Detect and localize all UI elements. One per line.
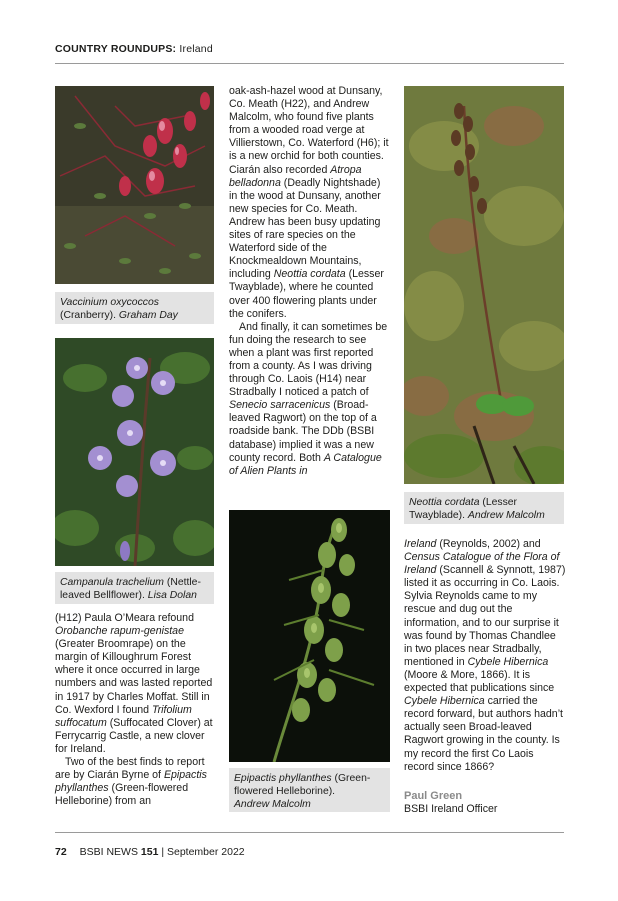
col1-p1-italic-2: Trifolium suffocatum	[55, 703, 192, 729]
col1-p1-italic-1: Orobanche rapum-genistae	[55, 625, 184, 638]
col2-p2-italic-1: Senecio sarracenicus	[229, 399, 331, 412]
col1-p2-italic-1: Epipactis phyllanthes	[55, 769, 207, 795]
col2-p1-text-b: (Deadly Nightshade) in the wood at Dunsany, another new species for Co. Meath. Andrew has been busy updating sites of rare species on the Waterford side of the Knockmealdown Mountains, including	[229, 176, 381, 281]
column-2-text	[229, 85, 389, 478]
running-header	[55, 43, 213, 55]
col3-p1-italic-1: Ireland	[404, 538, 437, 550]
neottia-species: Neottia cordata	[409, 497, 480, 508]
col3-p1-text-d: carried the record forward, but authors hadn’t actually seen Broad-leaved Ragwort growing in the county. Is my record the first Co Laois record since 1866?	[404, 695, 563, 773]
col1-paragraph-1	[55, 612, 215, 756]
cranberry-caption	[55, 292, 214, 324]
campanula-caption	[55, 572, 214, 604]
campanula-species: Campanula trachelium	[60, 577, 164, 588]
neottia-photo	[404, 86, 564, 484]
col1-paragraph-2	[55, 756, 215, 808]
col3-p1-italic-2: Census Catalogue of the Flora of Ireland	[404, 551, 560, 577]
running-footer: 72 BSBI NEWS 151 | September 2022	[55, 846, 245, 858]
col3-p1-italic-4: Cybele Hibernica	[404, 695, 485, 708]
publication-name: BSBI NEWS	[79, 846, 138, 858]
col2-paragraph-2	[229, 321, 389, 478]
col3-p1-text-c: (Moore & More, 1866). It is expected that publications since	[404, 668, 555, 695]
cranberry-common: (Cranberry).	[60, 310, 117, 321]
col2-p1-italic-1: Atropa belladonna	[229, 163, 362, 189]
col2-p2-italic-2: A Catalogue of Alien Plants in	[229, 451, 382, 477]
neottia-common: (Lesser Twayblade).	[409, 497, 518, 521]
author-role: BSBI Ireland Officer	[404, 803, 498, 815]
col1-p1-text-a: (H12) Paula O’Meara refound	[55, 612, 194, 624]
col3-paragraph-1	[404, 538, 566, 774]
issue-date: September 2022	[166, 846, 245, 858]
col2-p2-text-b: (Broad-leaved Ragwort) on the top of a roadside bank. The DDb (BSBI database) implied it was a new county record. Both	[229, 399, 377, 464]
col2-p2-text-a: And finally, it can sometimes be fun doing the research to see when a plant was first reported from a county. As I was driving through Co. Laois (H14) near Stradbally I noticed a patch of	[229, 320, 388, 399]
col2-paragraph-1	[229, 85, 389, 321]
col3-p1-text-a: (Reynolds, 2002) and	[436, 538, 541, 550]
epipactis-photo	[229, 510, 390, 762]
column-3-text	[404, 538, 566, 774]
header-rule	[55, 63, 564, 64]
col3-p1-text-b: (Scannell & Synnott, 1987) listed it as occurring in Co. Laois. Sylvia Reynolds came to my rescue and dug out the information, and to our surprise it was found by Thomas Chandlee in two places near Stradbally, mentioned in	[404, 564, 566, 668]
col2-p1-italic-2: Neottia cordata	[273, 268, 346, 281]
col1-p1-text-b: (Greater Broomrape) on the margin of Killoughrum Forest where it once occurred in large numbers and was lasted reported in 1917 by Charles Moffat. Still in Co. Wexford I found	[55, 638, 213, 716]
column-1-text	[55, 612, 215, 808]
col2-p1-text-c: (Lesser Twayblade), where he counted over 400 flowering plants under the conifers.	[229, 268, 384, 320]
author-name: Paul Green	[404, 790, 463, 802]
issue-number: 151	[140, 846, 159, 858]
cranberry-credit: Graham Day	[118, 310, 178, 321]
epipactis-common: (Green-flowered Helleborine).	[234, 773, 371, 797]
epipactis-credit: Andrew Malcolm	[234, 799, 311, 810]
cranberry-photo	[55, 86, 214, 284]
epipactis-species: Epipactis phyllanthes	[234, 773, 332, 784]
footer-rule	[55, 832, 564, 833]
campanula-common: (Nettle-leaved Bellflower).	[60, 577, 201, 601]
cranberry-species: Vaccinium oxycoccos	[60, 297, 159, 308]
header-region: Ireland	[179, 43, 213, 55]
header-section: COUNTRY ROUNDUPS:	[55, 43, 177, 55]
col2-p1-text-a: oak-ash-hazel wood at Dunsany, Co. Meath (H22), and Andrew Malcolm, who found five plants from a wooded road verge at Villierstown, Co. Waterford (H6); it is a new orchid for both counties. Ciarán also recorded	[229, 85, 389, 176]
page-number: 72	[55, 846, 67, 858]
campanula-credit: Lisa Dolan	[147, 590, 197, 601]
neottia-credit: Andrew Malcolm	[467, 510, 545, 521]
neottia-caption	[404, 492, 564, 524]
epipactis-caption	[229, 768, 390, 812]
campanula-photo	[55, 338, 214, 566]
col1-p2-text-b: (Green-flowered Helleborine) from an	[55, 782, 189, 808]
col3-p1-italic-3: Cybele Hibernica	[467, 655, 549, 668]
col1-p2-text-a: Two of the best finds to report are by Ciarán Byrne of	[55, 756, 205, 782]
col1-p1-text-c: (Suffocated Clover) at Ferrycarrig Castle, a new clover for Ireland.	[55, 716, 213, 755]
